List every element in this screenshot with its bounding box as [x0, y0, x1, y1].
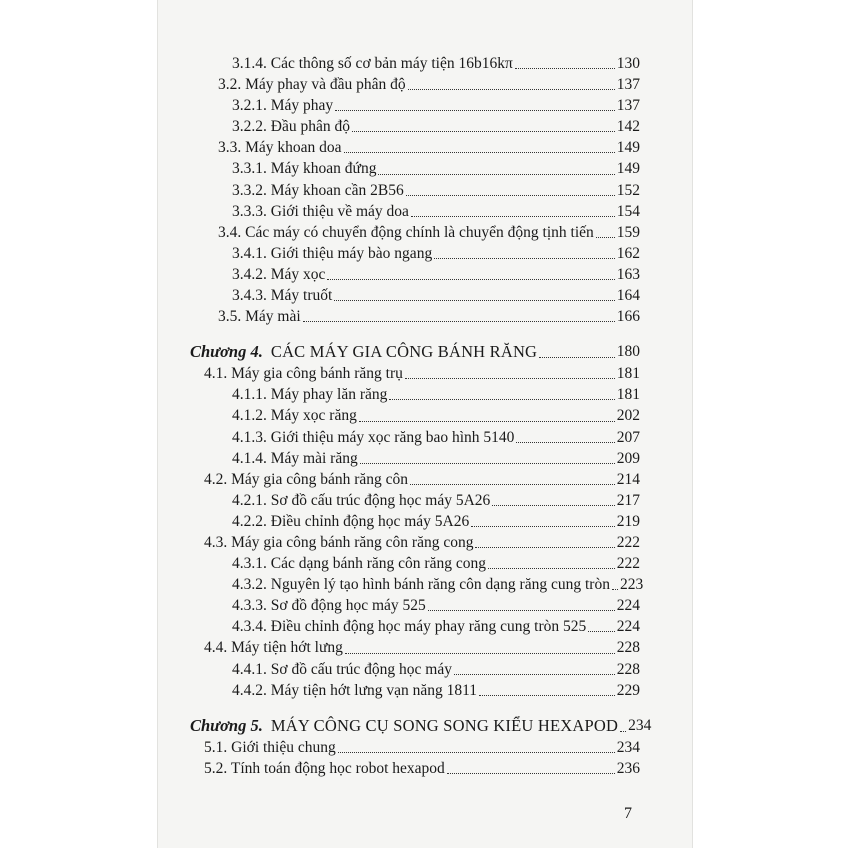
dot-leader: [303, 321, 615, 322]
dot-leader: [515, 68, 615, 69]
toc-entry: [190, 427, 640, 448]
toc-section-chapter-5: [190, 737, 640, 779]
toc-entry-title: 3.3.2. Máy khoan cần 2B56: [232, 181, 404, 199]
toc-page-number: 224: [616, 618, 640, 636]
toc-page-number: 222: [616, 555, 640, 573]
dot-leader: [408, 89, 615, 90]
dot-leader: [612, 589, 618, 590]
chapter-title: MÁY CÔNG CỤ SONG SONG KIỂU HEXAPOD: [270, 715, 619, 735]
toc-page-number: 214: [616, 470, 640, 488]
chapter-number: Chương 4.: [190, 342, 263, 362]
toc-entry: [190, 758, 640, 779]
dot-leader: [434, 258, 615, 259]
dot-leader: [488, 568, 615, 569]
toc-page-number: 166: [616, 308, 640, 326]
toc-entry-title: 3.3.1. Máy khoan đứng: [232, 160, 377, 178]
dot-leader: [327, 279, 614, 280]
dot-leader: [620, 731, 626, 732]
toc-page-number: 130: [616, 55, 640, 72]
toc-entry: [190, 53, 640, 74]
toc-entry: [190, 180, 640, 201]
dot-leader: [352, 131, 615, 132]
toc-entry-title: 5.1. Giới thiệu chung: [204, 738, 336, 756]
toc-entry: [190, 553, 640, 574]
dot-leader: [335, 110, 615, 111]
toc-chapter-5: [190, 714, 652, 737]
chapter-number: Chương 5.: [190, 715, 263, 735]
toc-entry: [190, 285, 640, 306]
toc-page-number: 149: [616, 160, 640, 178]
toc-entry-title: 3.4.2. Máy xọc: [232, 265, 326, 283]
toc-entry: [190, 490, 640, 511]
toc-chapter-4: [190, 340, 640, 363]
toc-entry-title: 3.5. Máy mài: [218, 308, 301, 326]
toc-entry: [190, 511, 640, 532]
dot-leader: [360, 463, 615, 464]
toc-entry: [190, 243, 640, 264]
toc-page-number: 181: [616, 386, 640, 404]
toc-entry-title: 3.3.3. Giới thiệu về máy doa: [232, 202, 409, 220]
toc-page-number: 236: [616, 759, 640, 777]
toc-page-number: 229: [616, 681, 640, 699]
toc-page-number: 222: [616, 533, 640, 551]
dot-leader: [359, 421, 615, 422]
dot-leader: [539, 357, 615, 358]
dot-leader: [378, 174, 614, 175]
toc-page-number: 224: [616, 597, 640, 615]
toc-entry-title: 3.3. Máy khoan doa: [218, 139, 342, 157]
dot-leader: [338, 752, 615, 753]
toc-entry: [190, 363, 640, 384]
toc-page-number: 217: [616, 491, 640, 509]
toc-page-number: 181: [616, 365, 640, 383]
toc-page-number: 228: [616, 660, 640, 678]
toc-entry-title: 3.2.2. Đầu phân độ: [232, 118, 350, 136]
toc-entry-title: 4.2.1. Sơ đồ cấu trúc động học máy 5A26: [232, 491, 491, 509]
table-of-contents: [190, 53, 652, 779]
toc-entry-title: 3.4.3. Máy truốt: [232, 287, 333, 305]
toc-entry-title: 4.3.1. Các dạng bánh răng côn răng cong: [232, 555, 486, 573]
toc-entry: [190, 384, 640, 405]
toc-entry-title: 4.3.3. Sơ đồ động học máy 525: [232, 597, 426, 615]
toc-entry-title: 5.2. Tính toán động học robot hexapod: [204, 759, 445, 777]
toc-entry: [190, 264, 640, 285]
toc-page-number: 164: [616, 287, 640, 305]
toc-entry-title: 4.2. Máy gia công bánh răng côn: [204, 470, 409, 488]
dot-leader: [596, 237, 615, 238]
dot-leader: [479, 695, 615, 696]
toc-page-number: 223: [619, 576, 644, 594]
toc-page-number: 137: [616, 76, 640, 94]
dot-leader: [471, 526, 615, 527]
toc-page-number: 228: [616, 639, 640, 657]
toc-entry-title: 4.1. Máy gia công bánh răng trụ: [204, 365, 403, 383]
toc-entry: [190, 306, 640, 327]
toc-entry-title: 3.4.1. Giới thiệu máy bào ngang: [232, 244, 433, 262]
toc-entry: [190, 737, 640, 758]
toc-entry: [190, 448, 640, 469]
toc-entry-title: 3.2. Máy phay và đầu phân độ: [218, 76, 406, 94]
toc-entry: [190, 158, 640, 179]
toc-entry-title: 3.2.1. Máy phay: [232, 97, 334, 115]
toc-entry: [190, 95, 640, 116]
toc-entry-title: 4.4.1. Sơ đồ cấu trúc động học máy: [232, 660, 452, 678]
toc-entry: [190, 637, 640, 658]
toc-entry: [190, 74, 640, 95]
toc-page-number: 234: [616, 738, 640, 756]
toc-page-number: 207: [616, 428, 640, 446]
toc-entry: [190, 574, 644, 595]
dot-leader: [454, 674, 615, 675]
page-number: 7: [624, 805, 632, 822]
toc-entry-title: 3.4. Các máy có chuyển động chính là chuyển động tịnh tiến: [218, 223, 594, 241]
toc-entry-title: 4.1.2. Máy xọc răng: [232, 407, 357, 425]
toc-page-number: 149: [616, 139, 640, 157]
dot-leader: [447, 773, 615, 774]
toc-page-number: 209: [616, 449, 640, 467]
dot-leader: [389, 399, 614, 400]
toc-entry-title: 4.3. Máy gia công bánh răng côn răng cong: [204, 533, 474, 551]
toc-entry: [190, 116, 640, 137]
toc-page-number: 154: [616, 202, 640, 220]
toc-page-number: 202: [616, 407, 640, 425]
dot-leader: [405, 378, 615, 379]
dot-leader: [428, 610, 615, 611]
toc-page-number: 163: [616, 265, 640, 283]
toc-entry-title: 4.3.2. Nguyên lý tạo hình bánh răng côn dạng răng cung tròn: [232, 576, 610, 594]
toc-entry-title: 4.1.1. Máy phay lăn răng: [232, 386, 388, 404]
dot-leader: [334, 300, 614, 301]
toc-entry: [190, 469, 640, 490]
toc-entry: [190, 405, 640, 426]
chapter-title: CÁC MÁY GIA CÔNG BÁNH RĂNG: [270, 342, 538, 362]
toc-section-chapter-4: [190, 363, 644, 701]
toc-page-number: 152: [616, 181, 640, 199]
toc-entry: [190, 680, 640, 701]
dot-leader: [492, 505, 614, 506]
toc-entry: [190, 616, 640, 637]
toc-page-number: 159: [616, 223, 640, 241]
toc-page-number: 234: [628, 716, 652, 734]
toc-entry-title: 4.2.2. Điều chỉnh động học máy 5A26: [232, 512, 470, 530]
dot-leader: [516, 442, 614, 443]
dot-leader: [344, 152, 615, 153]
toc-entry-title: 4.4. Máy tiện hớt lưng: [204, 639, 343, 657]
toc-entry: [190, 532, 640, 553]
toc-entry-title: 4.1.4. Máy mài răng: [232, 449, 358, 467]
dot-leader: [475, 547, 614, 548]
toc-page-number: 142: [616, 118, 640, 136]
toc-page-number: 162: [616, 244, 640, 262]
toc-entry: [190, 137, 640, 158]
dot-leader: [406, 195, 615, 196]
toc-entry-title: 4.3.4. Điều chỉnh động học máy phay răng cung tròn 525: [232, 618, 587, 636]
toc-entry-title: 4.4.2. Máy tiện hớt lưng vạn năng 1811: [232, 681, 478, 699]
toc-section-chapter-3: [190, 53, 640, 327]
toc-entry: [190, 201, 640, 222]
dot-leader: [411, 216, 615, 217]
dot-leader: [345, 653, 615, 654]
toc-entry: [190, 222, 640, 243]
toc-page-number: 219: [616, 512, 640, 530]
dot-leader: [410, 484, 615, 485]
toc-page-number: 137: [616, 97, 640, 115]
toc-entry: [190, 595, 640, 616]
toc-entry: [190, 659, 640, 680]
toc-page-number: 180: [616, 343, 640, 361]
toc-entry-title: 4.1.3. Giới thiệu máy xọc răng bao hình 5140: [232, 428, 515, 446]
dot-leader: [588, 631, 614, 632]
toc-entry-title: 3.1.4. Các thông số cơ bản máy tiện 16b16kπ: [232, 55, 513, 72]
